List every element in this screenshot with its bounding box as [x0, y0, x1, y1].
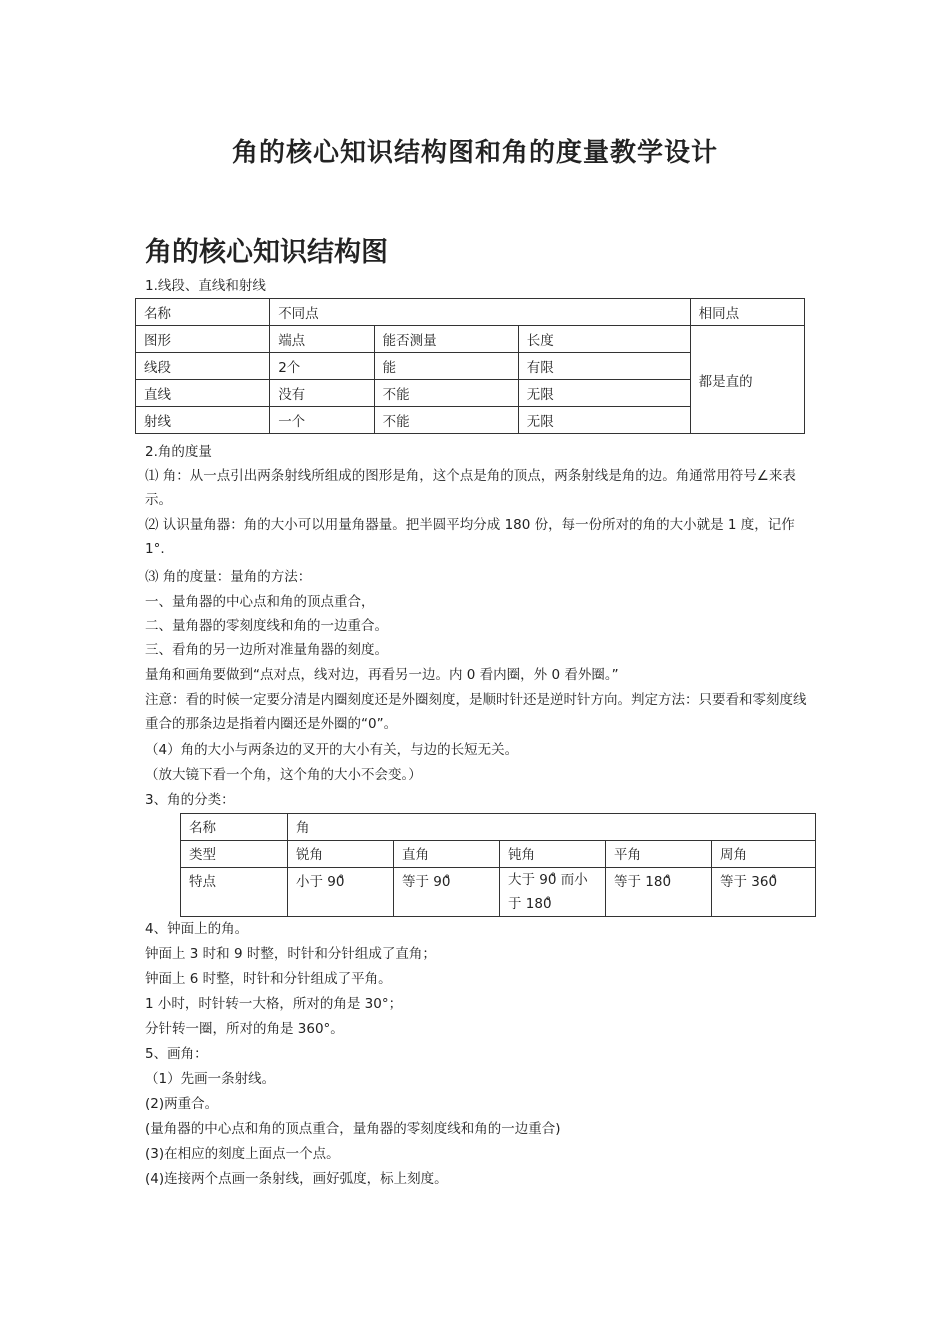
t1-cell: 不能: [374, 380, 518, 407]
t1-cell: 长度: [518, 326, 690, 353]
t2-cell: 等于 360̊: [712, 868, 816, 917]
t2-cell: 周角: [712, 841, 816, 868]
paragraph-draw-2: (2)两重合。: [145, 1096, 219, 1112]
paragraph-protractor: ⑵ 认识量角器：角的大小可以用量角器量。把半圆平均分成 180 份，每一份所对的角的大小就是 1 度，记作 1°.: [145, 517, 795, 557]
subsection-5-title: 5、画角：: [145, 1046, 208, 1062]
t2-cell: 小于 90̊: [288, 868, 394, 917]
t1-cell: 无限: [518, 380, 690, 407]
paragraph-clock-straight: 钟面上 6 时整，时针和分针组成了平角。: [145, 971, 392, 987]
paragraph-draw-1: （1）先画一条射线。: [145, 1071, 276, 1087]
t1-cell: 图形: [136, 326, 270, 353]
paragraph-magnifier: （放大镜下看一个角，这个角的大小不会变。）: [145, 767, 422, 783]
t2-cell: 钝角: [500, 841, 606, 868]
paragraph-size: （4）角的大小与两条边的叉开的大小有关，与边的长短无关。: [145, 742, 519, 758]
paragraph-measure-method: ⑶ 角的度量：量角的方法：: [145, 569, 312, 585]
t2-header-angle: 角: [288, 814, 816, 841]
t2-type-label: 类型: [181, 841, 288, 868]
t2-cell: 平角: [606, 841, 712, 868]
paragraph-rule: 量角和画角要做到“点对点，线对边，再看另一边。内 0 看内圈，外 0 看外圈。”: [145, 667, 619, 683]
t2-cell: 大于 90̊ 而小于 180̊: [500, 868, 606, 917]
t1-header-diff: 不同点: [270, 299, 690, 326]
t2-cell: 等于 180̊: [606, 868, 712, 917]
paragraph-step-1: 一、量角器的中心点和角的顶点重合，: [145, 594, 375, 610]
angle-classification-table: [180, 813, 816, 917]
t1-cell: 能否测量: [374, 326, 518, 353]
subsection-3-title: 3、角的分类：: [145, 792, 235, 808]
t1-cell: 端点: [270, 326, 374, 353]
paragraph-note: 注意：看的时候一定要分清是内圈刻度还是外圈刻度，是顺时针还是逆时针方向。判定方法：只要看和零刻度线重合的那条边是指着内圈还是外圈的“0”。: [145, 692, 807, 732]
paragraph-hour-hand: 1 小时，时针转一大格，所对的角是 30°；: [145, 996, 403, 1012]
t2-cell: 锐角: [288, 841, 394, 868]
t1-cell: 有限: [518, 353, 690, 380]
t1-cell: 无限: [518, 407, 690, 434]
paragraph-draw-3: (3)在相应的刻度上面点一个点。: [145, 1146, 340, 1162]
t2-feat-label: 特点: [181, 868, 288, 917]
t1-cell: 能: [374, 353, 518, 380]
t1-cell: 线段: [136, 353, 270, 380]
paragraph-step-2: 二、量角器的零刻度线和角的一边重合。: [145, 618, 388, 634]
t1-header-same: 相同点: [690, 299, 804, 326]
subsection-4-title: 4、钟面上的角。: [145, 921, 249, 937]
section-heading: 角的核心知识结构图: [145, 237, 388, 268]
paragraph-clock-right: 钟面上 3 时和 9 时整，时针和分针组成了直角；: [145, 946, 436, 962]
t2-header-name: 名称: [181, 814, 288, 841]
t1-cell: 一个: [270, 407, 374, 434]
t2-cell: 等于 90̊: [394, 868, 500, 917]
t2-cell: 直角: [394, 841, 500, 868]
subsection-1-title: 1.线段、直线和射线: [145, 278, 266, 294]
paragraph-draw-4: (4)连接两个点画一条射线，画好弧度，标上刻度。: [145, 1171, 448, 1187]
paragraph-draw-2-detail: (量角器的中心点和角的顶点重合，量角器的零刻度线和角的一边重合): [145, 1121, 561, 1137]
t1-cell: 射线: [136, 407, 270, 434]
t1-cell: 不能: [374, 407, 518, 434]
t1-header-name: 名称: [136, 299, 270, 326]
t1-cell: 直线: [136, 380, 270, 407]
subsection-2-title: 2.角的度量: [145, 444, 212, 460]
document-title: 角的核心知识结构图和角的度量教学设计: [231, 138, 718, 168]
t1-cell: 没有: [270, 380, 374, 407]
t1-same-cell: 都是直的: [690, 326, 804, 434]
lines-comparison-table: [135, 298, 805, 434]
paragraph-minute-hand: 分针转一圈，所对的角是 360°。: [145, 1021, 344, 1037]
t1-cell: 2个: [270, 353, 374, 380]
paragraph-step-3: 三、看角的另一边所对准量角器的刻度。: [145, 642, 388, 658]
paragraph-angle-definition: ⑴ 角：从一点引出两条射线所组成的图形是角，这个点是角的顶点，两条射线是角的边。角通常用符号∠来表示。: [145, 468, 796, 508]
